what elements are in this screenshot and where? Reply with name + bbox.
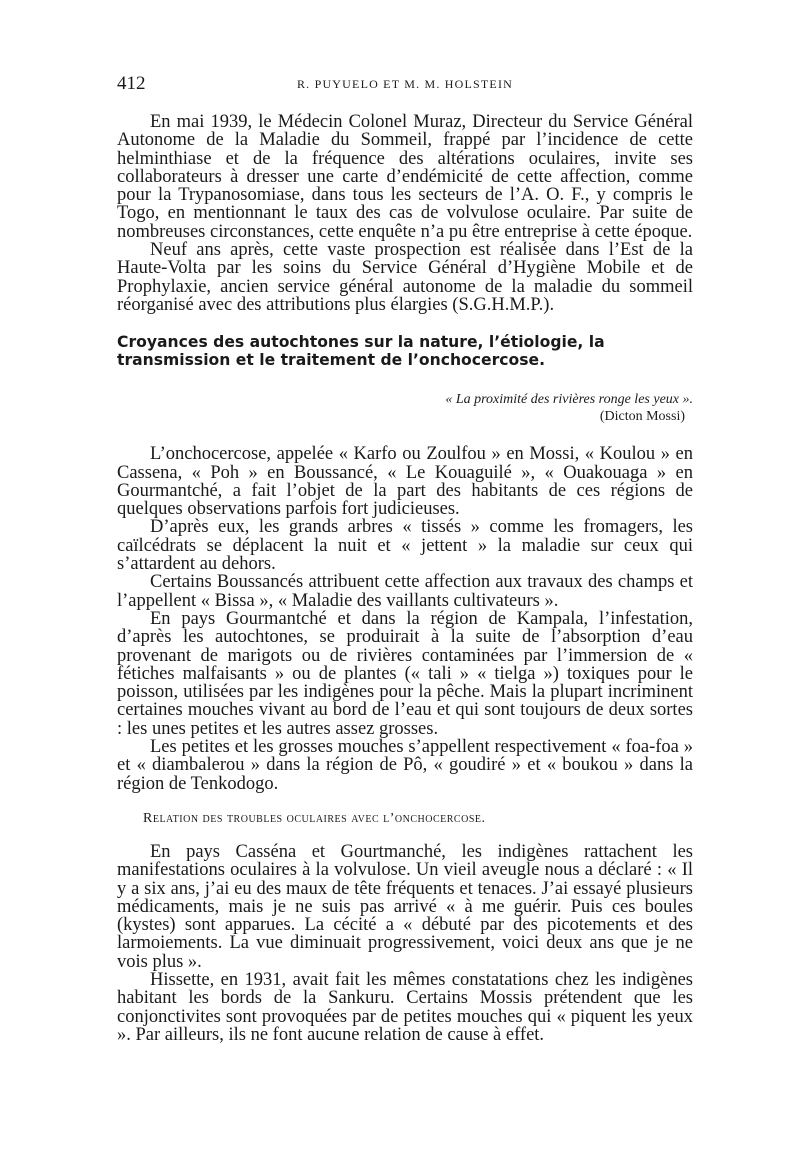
paragraph: Certains Boussancés attribuent cette affection aux travaux des champs et l’appellent « Bissa », « Maladie des vaillants cultivateurs ». <box>117 572 693 611</box>
paragraph: Hissette, en 1931, avait fait les mêmes constatations chez les indigènes habitant les bords de la Sankuru. Certains Mossis prétendent que les conjonctivites sont provoquées par de petites mouches qui « piquent les yeux ». Par ailleurs, ils ne font aucune relation de cause à effet. <box>117 969 693 1045</box>
paragraph: En mai 1939, le Médecin Colonel Muraz, Directeur du Service Général Autonome de la Maladie du Sommeil, frappé par l’incidence de cette helminthiase et de la fréquence des altérations oculaires, invite ses collaborateurs à dresser une carte d’endémicité de cette affection, comme pour la Trypanosomiase, dans tous les secteurs de l’A. O. F., y compris le Togo, en mentionnant le taux des cas de volvulose oculaire. Par suite de nombreuses circonstances, cette enquête n’a pu être entreprise à cette époque. <box>117 112 693 242</box>
article-body <box>117 113 693 1044</box>
page-header <box>117 73 693 97</box>
epigraph-source: (Dicton Mossi) <box>599 409 685 425</box>
epigraph <box>117 391 693 425</box>
paragraph: En pays Casséna et Gourtmanché, les indigènes rattachent les manifestations oculaires à la volvulose. Un vieil aveugle nous a déclaré : « Il y a six ans, j’ai eu des maux de tête fréquents et tenaces. J’ai essayé plusieurs médicaments, mais je ne suis pas arrivé « à me guérir. Puis ces boules (kystes) sont apparues. La cécité a « débuté par des picotements et des larmoiements. La vue diminuait progressivement, voici deux ans que je ne vois plus ». <box>117 841 693 972</box>
paragraph: En pays Gourmantché et dans la région de Kampala, l’infestation, d’après les autochtones, se produirait à la suite de l’absorption d’eau provenant de marigots ou de rivières contaminées par l’immersion de « fétiches malfaisants » ou de plantes (« tali » « tielga ») toxiques pour le poisson, utilisées par les indigènes pour la pêche. Mais la plupart incriminent certaines mouches vivant au bord de l’eau et qui sont toujours de deux sortes : les unes petites et les autres assez grosses. <box>117 608 693 739</box>
paragraph: D’après eux, les grands arbres « tissés » comme les fromagers, les caïlcédrats se déplacent la nuit et « jettent » la maladie sur ceux qui s’attardent au dehors. <box>117 517 693 575</box>
running-head: R. PUYUELO ET M. M. HOLSTEIN <box>296 77 514 91</box>
paragraph: L’onchocercose, appelée « Karfo ou Zoulfou » en Mossi, « Koulou » en Cassena, « Poh » en Boussancé, « Le Kouaguilé », « Ouakouaga » en Gourmantché, a fait l’objet de la part des habitants de ces régions de quelques observations parfois fort judicieuses. <box>117 444 693 520</box>
section-title: Croyances des autochtones sur la nature, l’étiologie, la transmission et le traitement de l’onchocercose. <box>117 333 605 370</box>
epigraph-quote: « La proximité des rivières ronge les yeux ». <box>445 392 693 408</box>
paragraph: Les petites et les grosses mouches s’appellent respectivement « foa-foa » et « diambalerou » dans la région de Pô, « goudiré » et « boukou » dans la région de Tenkodogo. <box>117 737 693 794</box>
paragraph: Neuf ans après, cette vaste prospection est réalisée dans l’Est de la Haute-Volta par les soins du Service Général d’Hygiène Mobile et de Prophylaxie, ancien service général autonome de la maladie du sommeil réorganisé avec des attributions plus élargies (S.G.H.M.P.). <box>117 240 693 315</box>
section-title: Relation des troubles oculaires avec l’onchocercose. <box>143 810 486 826</box>
page-number: 412 <box>117 73 146 94</box>
